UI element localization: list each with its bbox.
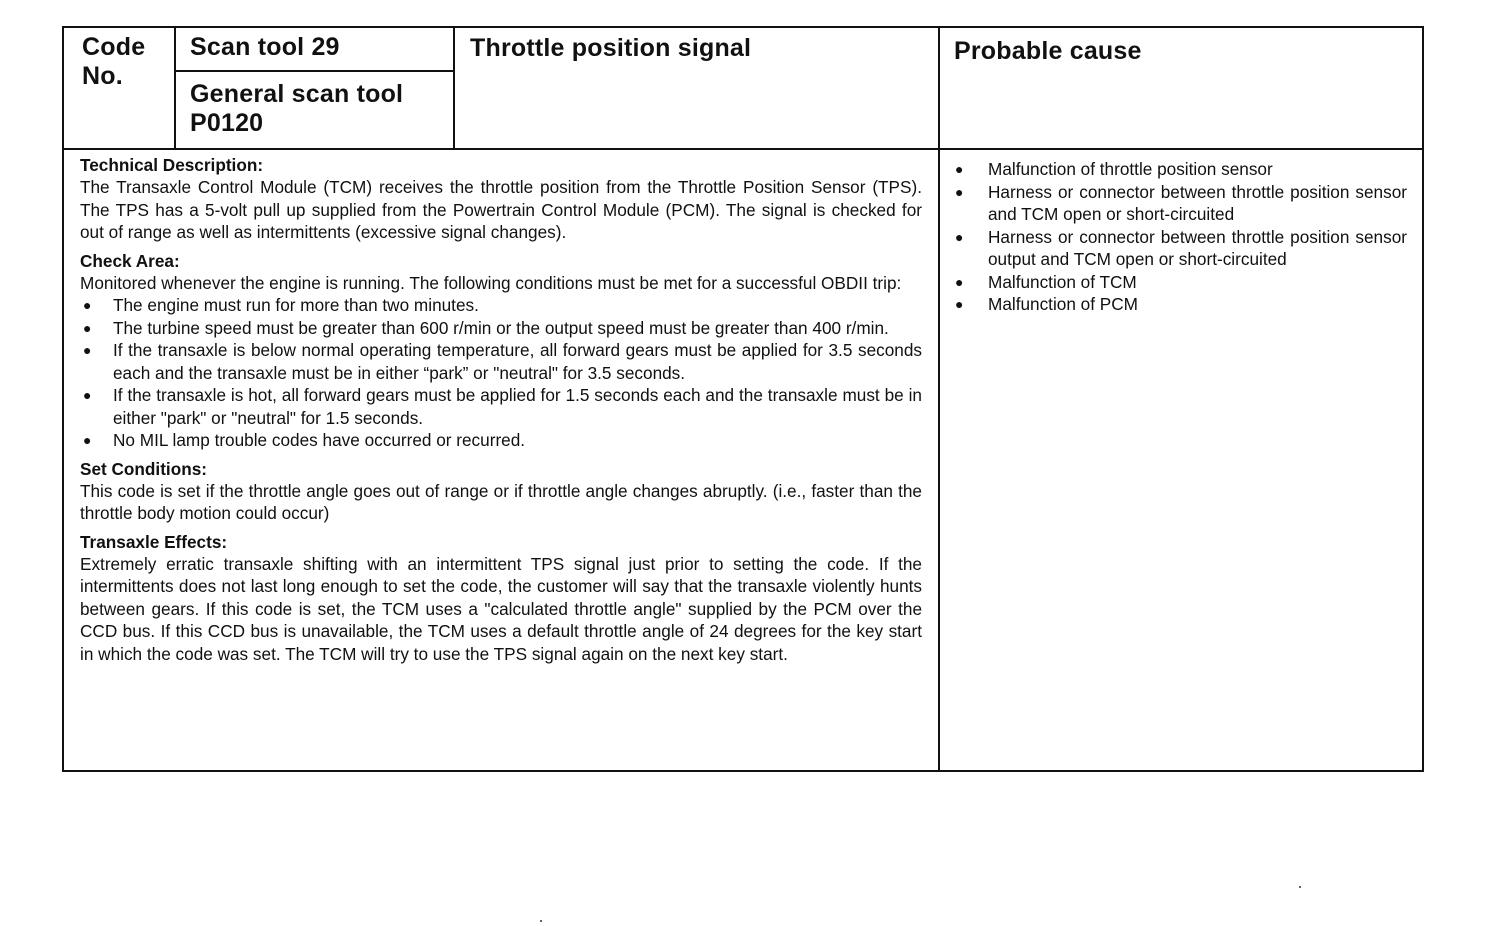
column-divider (938, 28, 940, 148)
diagnostic-code-table (62, 26, 1424, 772)
column-divider (174, 28, 176, 148)
bullet-icon: ● (83, 297, 92, 313)
bullet-icon: ● (955, 296, 964, 312)
table-header (64, 28, 1422, 150)
probable-cause-column (952, 158, 1407, 316)
description-column (80, 154, 922, 665)
bullet-icon: ● (955, 183, 964, 200)
column-divider (453, 28, 455, 148)
list-item: ● Malfunction of PCM (955, 294, 1138, 314)
list-item: ● Malfunction of TCM (955, 271, 1137, 292)
list-item: ● Malfunction of throttle position sensor (955, 159, 1273, 179)
scan-speck (540, 920, 542, 922)
technical-description-text: The Transaxle Control Module (TCM) receives the throttle position from the Throttle Position Sensor (TPS). The TPS has a 5-volt pull up supplied from the Powertrain Control Module (PCM). The signal is checked for out of range as well as intermittents (excessive signal changes). (80, 177, 922, 242)
bullet-icon: ● (955, 228, 964, 245)
check-area-title: Check Area: (80, 250, 180, 271)
list-item: ● Harness or connector between throttle position sensor and TCM open or short-circuited (955, 181, 1407, 224)
list-item: ● Harness or connector between throttle position sensor output and TCM open or short-circuited (955, 226, 1407, 269)
technical-description-title: Technical Description: (80, 155, 264, 175)
bullet-icon: ● (955, 273, 964, 290)
probable-cause-heading: Probable cause (954, 37, 1142, 65)
check-area-intro: Monitored whenever the engine is running. The following conditions must be met for a successful OBDII trip: (80, 272, 902, 293)
general-scan-tool-heading: General scan tool (190, 80, 404, 108)
header-row-divider (174, 70, 453, 72)
check-area-conditions (80, 294, 922, 452)
list-item: ● If the transaxle is below normal operating temperature, all forward gears must be applied for 3.5 seconds each and the transaxle must be in either “park” or "neutral" for 3.5 seconds. (83, 340, 922, 383)
signal-heading: Throttle position signal (470, 34, 752, 62)
list-item: ● The engine must run for more than two minutes. (83, 295, 479, 315)
list-item: ● If the transaxle is hot, all forward gears must be applied for 1.5 seconds each and the transaxle must be in either "park" or "neutral" for 1.5 seconds. (83, 385, 922, 428)
scan-tool-heading: Scan tool 29 (190, 33, 340, 61)
probable-cause-list (952, 158, 1407, 316)
transaxle-effects-text: Extremely erratic transaxle shifting with an intermittent TPS signal just prior to setting the code. If the intermittents does not last long enough to set the code, the customer will say that the transaxle violently hunts between gears. If this code is set, the TCM uses a "calculated throttle angle" supplied by the PCM over the CCD bus. If this CCD bus is unavailable, the TCM uses a default throttle angle of 24 degrees for the key start in which the code was set. The TCM will try to use the TPS signal again on the next key start. (80, 553, 922, 664)
general-scan-tool-code: P0120 (190, 109, 264, 137)
bullet-icon: ● (955, 161, 964, 177)
set-conditions-text: This code is set if the throttle angle goes out of range or if throttle angle changes abruptly. (i.e., faster than the throttle body motion could occur) (80, 480, 922, 523)
scan-speck (1299, 886, 1301, 888)
bullet-icon: ● (83, 342, 92, 358)
list-item: ● The turbine speed must be greater than 600 r/min or the output speed must be greater than 400 r/min. (83, 317, 889, 338)
code-no-heading: Code No. (82, 33, 146, 90)
list-item: ● No MIL lamp trouble codes have occurred or recurred. (83, 430, 526, 450)
set-conditions-title: Set Conditions: (80, 458, 207, 479)
bullet-icon: ● (83, 319, 92, 336)
transaxle-effects-title: Transaxle Effects: (80, 531, 228, 552)
bullet-icon: ● (83, 387, 92, 403)
bullet-icon: ● (83, 432, 92, 448)
column-divider (938, 148, 940, 772)
